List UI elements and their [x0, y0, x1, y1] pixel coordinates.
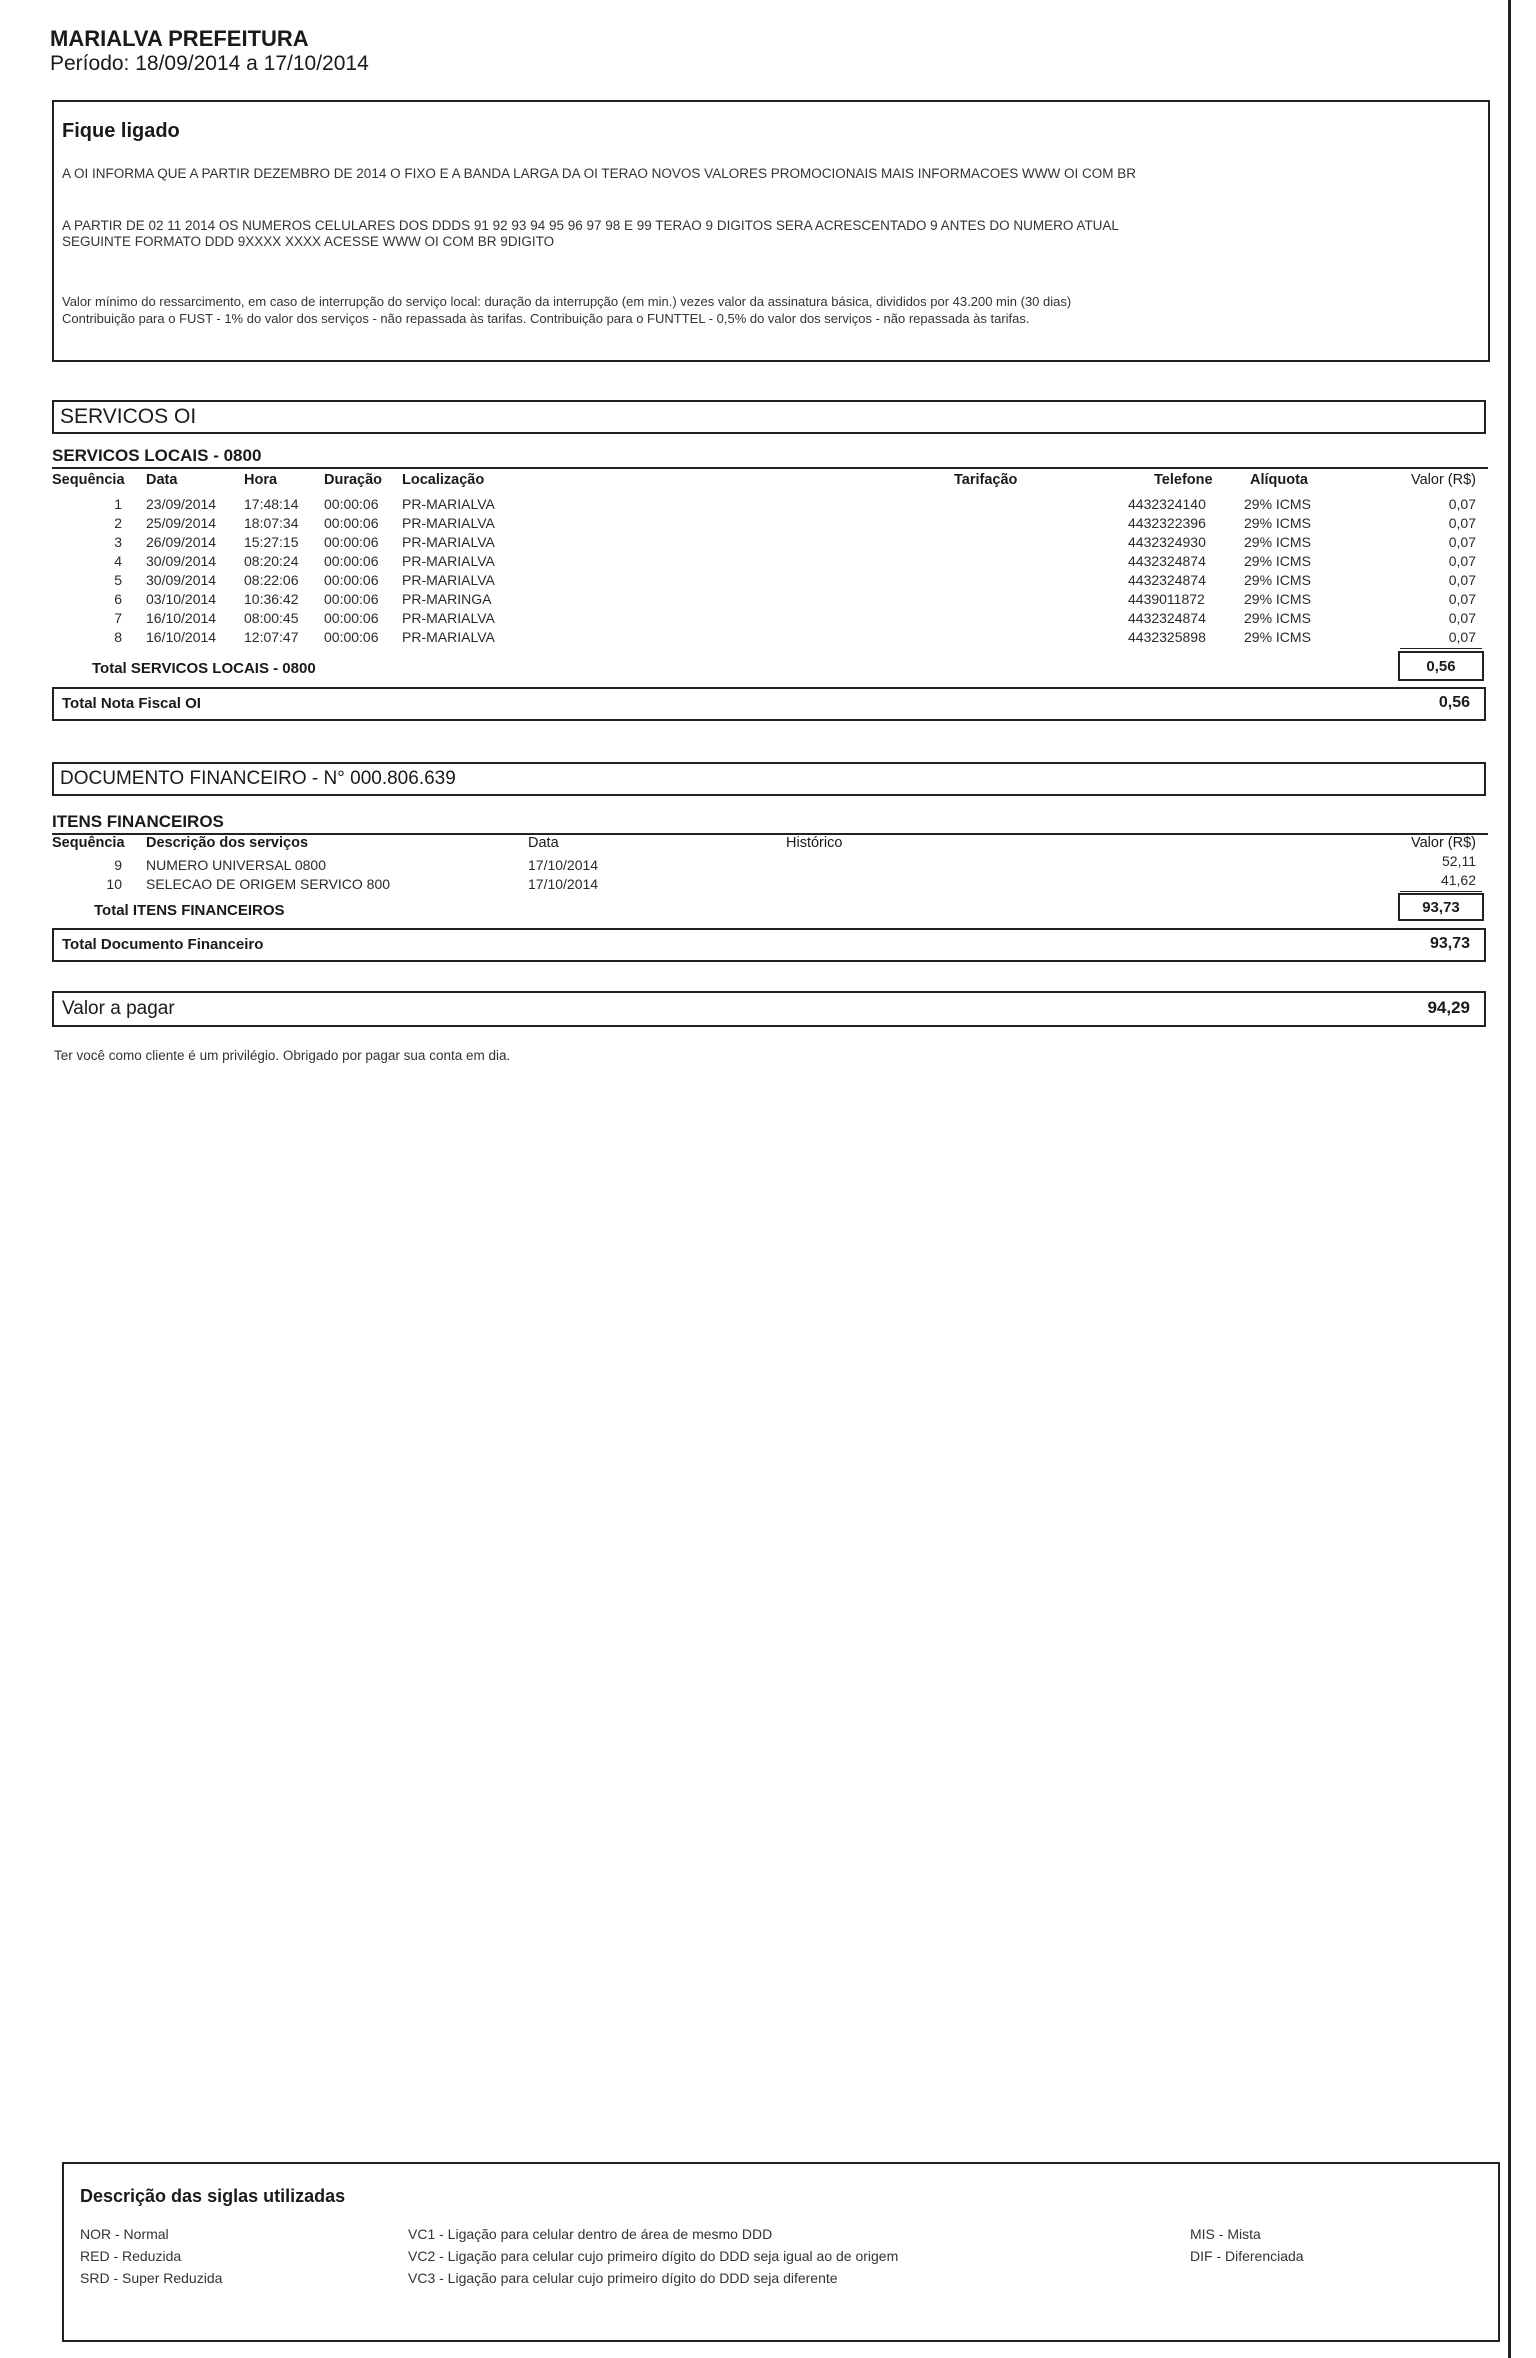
row-data: 23/09/2014	[146, 496, 217, 512]
row-hora: 15:27:15	[244, 534, 299, 550]
nota-fiscal-label: Total Nota Fiscal OI	[62, 695, 201, 712]
legend-nor: NOR - Normal	[80, 2226, 169, 2242]
servicos-subsection: SERVICOS LOCAIS - 0800	[52, 446, 262, 465]
notice-line-4: Valor mínimo do ressarcimento, em caso de interrupção do serviço local: duração da interrupção (em min.) vezes valor da assinatura básica, divididos por 43.200 min (30 dias)	[62, 294, 1072, 309]
row-seq: 2	[114, 515, 122, 531]
row-local: PR-MARIALVA	[402, 515, 495, 531]
row-seq: 3	[114, 534, 122, 550]
col-telefone: Telefone	[1154, 472, 1213, 488]
row-descricao: SELECAO DE ORIGEM SERVICO 800	[146, 876, 391, 892]
nota-fiscal-total-box	[52, 687, 1486, 721]
row-duracao: 00:00:06	[324, 553, 379, 569]
row-hora: 17:48:14	[244, 496, 299, 512]
row-data: 16/10/2014	[146, 610, 217, 626]
legend-title: Descrição das siglas utilizadas	[80, 2186, 346, 2206]
row-aliquota: 29% ICMS	[1244, 629, 1311, 645]
row-seq: 9	[114, 857, 122, 873]
col-data: Data	[146, 472, 178, 488]
row-local: PR-MARIALVA	[402, 534, 495, 550]
row-duracao: 00:00:06	[324, 534, 379, 550]
row-aliquota: 29% ICMS	[1244, 553, 1311, 569]
documento-total-box	[52, 928, 1486, 962]
itens-subsection: ITENS FINANCEIROS	[52, 812, 224, 831]
row-telefone: 4432324874	[1128, 610, 1206, 626]
servicos-total-value: 0,56	[1398, 651, 1484, 681]
notice-line-5: Contribuição para o FUST - 1% do valor dos serviços - não repassada às tarifas. Contribuição para o FUNTTEL - 0,5% do valor dos serviços - não repassada às tarifas.	[62, 311, 1030, 326]
row-duracao: 00:00:06	[324, 515, 379, 531]
notice-title: Fique ligado	[62, 120, 180, 142]
col-valor: Valor (R$)	[1411, 472, 1476, 488]
row-data: 17/10/2014	[528, 876, 599, 892]
legend-vc3: VC3 - Ligação para celular cujo primeiro dígito do DDD seja diferente	[408, 2270, 838, 2286]
documento-total-value: 93,73	[1429, 935, 1470, 952]
col-valor-fin: Valor (R$)	[1411, 835, 1476, 851]
row-telefone: 4432324874	[1128, 553, 1206, 569]
servicos-total-rule	[1400, 648, 1482, 649]
servicos-header	[52, 400, 1486, 434]
legend-dif: DIF - Diferenciada	[1190, 2248, 1304, 2264]
row-telefone: 4439011872	[1128, 591, 1205, 607]
row-hora: 12:07:47	[244, 629, 299, 645]
footer-note: Ter você como cliente é um privilégio. Obrigado por pagar sua conta em dia.	[54, 1048, 511, 1063]
nota-fiscal-value: 0,56	[1438, 694, 1470, 711]
row-seq: 7	[114, 610, 122, 626]
documento-header-label: DOCUMENTO FINANCEIRO - N° 000.806.639	[60, 768, 456, 789]
row-aliquota: 29% ICMS	[1244, 572, 1311, 588]
row-data: 30/09/2014	[146, 553, 217, 569]
row-aliquota: 29% ICMS	[1244, 610, 1311, 626]
row-data: 30/09/2014	[146, 572, 217, 588]
valor-pagar-label: Valor a pagar	[62, 998, 175, 1019]
row-telefone: 4432324930	[1128, 534, 1206, 550]
row-aliquota: 29% ICMS	[1244, 496, 1311, 512]
billing-period: Período: 18/09/2014 a 17/10/2014	[50, 52, 369, 75]
company-title: MARIALVA PREFEITURA	[50, 26, 309, 51]
servicos-header-label: SERVICOS OI	[60, 405, 197, 428]
row-valor: 52,11	[1442, 853, 1476, 869]
row-local: PR-MARIALVA	[402, 572, 495, 588]
row-aliquota: 29% ICMS	[1244, 515, 1311, 531]
row-duracao: 00:00:06	[324, 496, 379, 512]
row-telefone: 4432324874	[1128, 572, 1206, 588]
col-local: Localização	[402, 472, 485, 488]
col-aliquota: Alíquota	[1250, 472, 1308, 488]
row-aliquota: 29% ICMS	[1244, 591, 1311, 607]
col-seq: Sequência	[52, 472, 125, 488]
row-hora: 08:22:06	[244, 572, 299, 588]
row-valor: 0,07	[1448, 534, 1476, 550]
row-valor: 0,07	[1448, 610, 1476, 626]
col-duracao: Duração	[324, 472, 383, 488]
row-duracao: 00:00:06	[324, 610, 379, 626]
row-valor: 0,07	[1448, 591, 1476, 607]
row-local: PR-MARIALVA	[402, 553, 495, 569]
row-duracao: 00:00:06	[324, 591, 379, 607]
row-valor: 41,62	[1440, 872, 1476, 888]
row-seq: 4	[114, 553, 122, 569]
row-duracao: 00:00:06	[324, 572, 379, 588]
row-descricao: NUMERO UNIVERSAL 0800	[146, 857, 326, 873]
row-seq: 5	[114, 572, 122, 588]
row-seq: 6	[114, 591, 122, 607]
row-hora: 08:20:24	[244, 553, 299, 569]
row-telefone: 4432324140	[1128, 496, 1206, 512]
row-aliquota: 29% ICMS	[1244, 534, 1311, 550]
legend-red: RED - Reduzida	[80, 2248, 182, 2264]
row-valor: 0,07	[1448, 572, 1476, 588]
row-telefone: 4432325898	[1128, 629, 1206, 645]
col-seq-fin: Sequência	[52, 835, 125, 851]
row-local: PR-MARIALVA	[402, 610, 495, 626]
itens-total-label: Total ITENS FINANCEIROS	[94, 902, 285, 919]
notice-line-3: SEGUINTE FORMATO DDD 9XXXX XXXX ACESSE WWW OI COM BR 9DIGITO	[62, 234, 555, 249]
legend-mis: MIS - Mista	[1190, 2226, 1261, 2242]
row-valor: 0,07	[1448, 496, 1476, 512]
itens-total-rule	[1400, 891, 1482, 892]
valor-pagar-value: 94,29	[1427, 998, 1470, 1017]
servicos-total-label: Total SERVICOS LOCAIS - 0800	[92, 660, 316, 677]
legend-vc1: VC1 - Ligação para celular dentro de área de mesmo DDD	[408, 2226, 773, 2242]
col-hora: Hora	[244, 472, 278, 488]
row-local: PR-MARIALVA	[402, 496, 495, 512]
documento-header	[52, 762, 1486, 796]
legend-vc2: VC2 - Ligação para celular cujo primeiro dígito do DDD seja igual ao de origem	[408, 2248, 899, 2264]
row-valor: 0,07	[1448, 629, 1476, 645]
col-historico: Histórico	[786, 835, 843, 851]
row-hora: 08:00:45	[244, 610, 299, 626]
row-data: 16/10/2014	[146, 629, 217, 645]
valor-pagar-box	[52, 991, 1486, 1027]
row-telefone: 4432322396	[1128, 515, 1206, 531]
row-local: PR-MARIALVA	[402, 629, 495, 645]
row-data: 26/09/2014	[146, 534, 217, 550]
col-data-fin: Data	[528, 835, 559, 851]
row-valor: 0,07	[1448, 553, 1476, 569]
row-local: PR-MARINGA	[402, 591, 492, 607]
notice-line-1: A OI INFORMA QUE A PARTIR DEZEMBRO DE 2014 O FIXO E A BANDA LARGA DA OI TERAO NOVOS VALORES PROMOCIONAIS MAIS INFORMACOES WWW OI COM BR	[62, 166, 1136, 181]
notice-line-2: A PARTIR DE 02 11 2014 OS NUMEROS CELULARES DOS DDDS 91 92 93 94 95 96 97 98 E 99 TERAO 9 DIGITOS SERA ACRESCENTADO 9 ANTES DO NUMERO ATUAL	[62, 218, 1119, 233]
row-data: 03/10/2014	[146, 591, 217, 607]
col-descricao: Descrição dos serviços	[146, 835, 309, 851]
row-seq: 8	[114, 629, 122, 645]
servicos-rule	[52, 467, 1488, 469]
row-hora: 18:07:34	[244, 515, 299, 531]
row-seq: 1	[114, 496, 122, 512]
row-data: 17/10/2014	[528, 857, 599, 873]
row-data: 25/09/2014	[146, 515, 217, 531]
row-hora: 10:36:42	[244, 591, 299, 607]
row-seq: 10	[106, 876, 122, 892]
row-duracao: 00:00:06	[324, 629, 379, 645]
row-valor: 0,07	[1448, 515, 1476, 531]
legend-srd: SRD - Super Reduzida	[80, 2270, 223, 2286]
documento-total-label: Total Documento Financeiro	[62, 936, 264, 953]
itens-total-value: 93,73	[1398, 893, 1484, 921]
col-tarifacao: Tarifação	[954, 472, 1018, 488]
